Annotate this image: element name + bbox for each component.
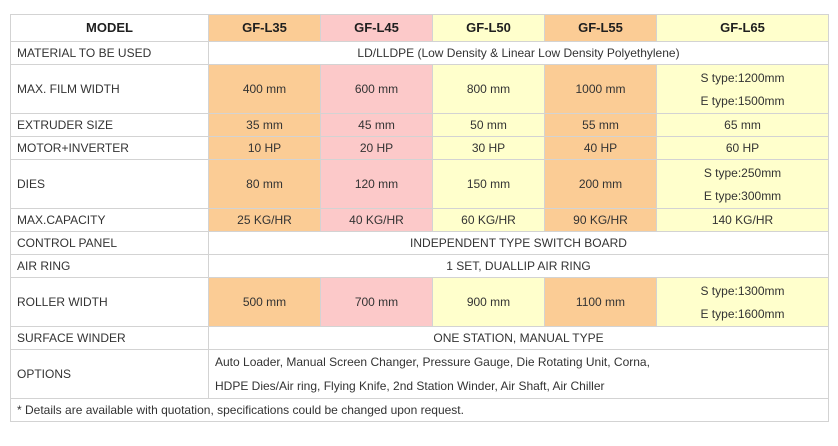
air-ring-value: 1 SET, DUALLIP AIR RING: [209, 255, 829, 278]
options-value: [209, 350, 829, 399]
dies-gf-l45: 120 mm: [321, 160, 433, 209]
header-row: [11, 15, 829, 42]
row-control-panel: [11, 232, 829, 255]
row-footnote: [11, 399, 829, 422]
options-line-2: HDPE Dies/Air ring, Flying Knife, 2nd Station Winder, Air Shaft, Air Chiller: [215, 379, 605, 393]
film-width-s-type: S type:1200mm: [700, 70, 785, 85]
options-label: OPTIONS: [11, 350, 209, 399]
dies-e-type: E type:300mm: [703, 188, 782, 203]
control-panel-label: CONTROL PANEL: [11, 232, 209, 255]
film-width-gf-l50: 800 mm: [433, 65, 545, 114]
row-motor: [11, 137, 829, 160]
row-film-width: [11, 65, 829, 114]
extruder-gf-l65: 65 mm: [657, 114, 829, 137]
row-roller-width: [11, 278, 829, 327]
film-width-gf-l65: [657, 65, 829, 114]
control-panel-value: INDEPENDENT TYPE SWITCH BOARD: [209, 232, 829, 255]
model-gf-l65-header: GF-L65: [657, 15, 829, 42]
row-dies: [11, 160, 829, 209]
capacity-gf-l45: 40 KG/HR: [321, 209, 433, 232]
dies-gf-l65: [657, 160, 829, 209]
specification-table: [10, 14, 829, 422]
surface-winder-value: ONE STATION, MANUAL TYPE: [209, 327, 829, 350]
film-width-gf-l45: 600 mm: [321, 65, 433, 114]
motor-gf-l45: 20 HP: [321, 137, 433, 160]
film-width-e-type: E type:1500mm: [700, 93, 785, 108]
capacity-gf-l50: 60 KG/HR: [433, 209, 545, 232]
model-gf-l55-header: GF-L55: [545, 15, 657, 42]
roller-width-gf-l35: 500 mm: [209, 278, 321, 327]
extruder-label: EXTRUDER SIZE: [11, 114, 209, 137]
model-gf-l45-header: GF-L45: [321, 15, 433, 42]
motor-label: MOTOR+INVERTER: [11, 137, 209, 160]
dies-gf-l35: 80 mm: [209, 160, 321, 209]
row-capacity: [11, 209, 829, 232]
spec-table-container: [10, 14, 829, 422]
extruder-gf-l50: 50 mm: [433, 114, 545, 137]
film-width-gf-l55: 1000 mm: [545, 65, 657, 114]
dies-s-type: S type:250mm: [703, 165, 782, 180]
row-material: [11, 42, 829, 65]
film-width-gf-l35: 400 mm: [209, 65, 321, 114]
model-gf-l50-header: GF-L50: [433, 15, 545, 42]
roller-width-gf-l50: 900 mm: [433, 278, 545, 327]
film-width-label: MAX. FILM WIDTH: [11, 65, 209, 114]
roller-width-gf-l65: [657, 278, 829, 327]
air-ring-label: AIR RING: [11, 255, 209, 278]
extruder-gf-l55: 55 mm: [545, 114, 657, 137]
capacity-gf-l55: 90 KG/HR: [545, 209, 657, 232]
dies-gf-l50: 150 mm: [433, 160, 545, 209]
footnote: * Details are available with quotation, specifications could be changed upon request.: [11, 399, 829, 422]
capacity-label: MAX.CAPACITY: [11, 209, 209, 232]
dies-gf-l55: 200 mm: [545, 160, 657, 209]
model-header: MODEL: [11, 15, 209, 42]
model-gf-l35-header: GF-L35: [209, 15, 321, 42]
row-air-ring: [11, 255, 829, 278]
motor-gf-l50: 30 HP: [433, 137, 545, 160]
motor-gf-l55: 40 HP: [545, 137, 657, 160]
dies-label: DIES: [11, 160, 209, 209]
roller-width-s-type: S type:1300mm: [700, 283, 785, 298]
material-value: LD/LLDPE (Low Density & Linear Low Density Polyethylene): [209, 42, 829, 65]
capacity-gf-l35: 25 KG/HR: [209, 209, 321, 232]
roller-width-gf-l45: 700 mm: [321, 278, 433, 327]
roller-width-gf-l55: 1100 mm: [545, 278, 657, 327]
row-surface-winder: [11, 327, 829, 350]
capacity-gf-l65: 140 KG/HR: [657, 209, 829, 232]
extruder-gf-l45: 45 mm: [321, 114, 433, 137]
roller-width-label: ROLLER WIDTH: [11, 278, 209, 327]
options-line-1: Auto Loader, Manual Screen Changer, Pressure Gauge, Die Rotating Unit, Corna,: [215, 355, 650, 369]
row-options: [11, 350, 829, 399]
surface-winder-label: SURFACE WINDER: [11, 327, 209, 350]
extruder-gf-l35: 35 mm: [209, 114, 321, 137]
material-label: MATERIAL TO BE USED: [11, 42, 209, 65]
motor-gf-l35: 10 HP: [209, 137, 321, 160]
row-extruder: [11, 114, 829, 137]
motor-gf-l65: 60 HP: [657, 137, 829, 160]
roller-width-e-type: E type:1600mm: [700, 306, 785, 321]
